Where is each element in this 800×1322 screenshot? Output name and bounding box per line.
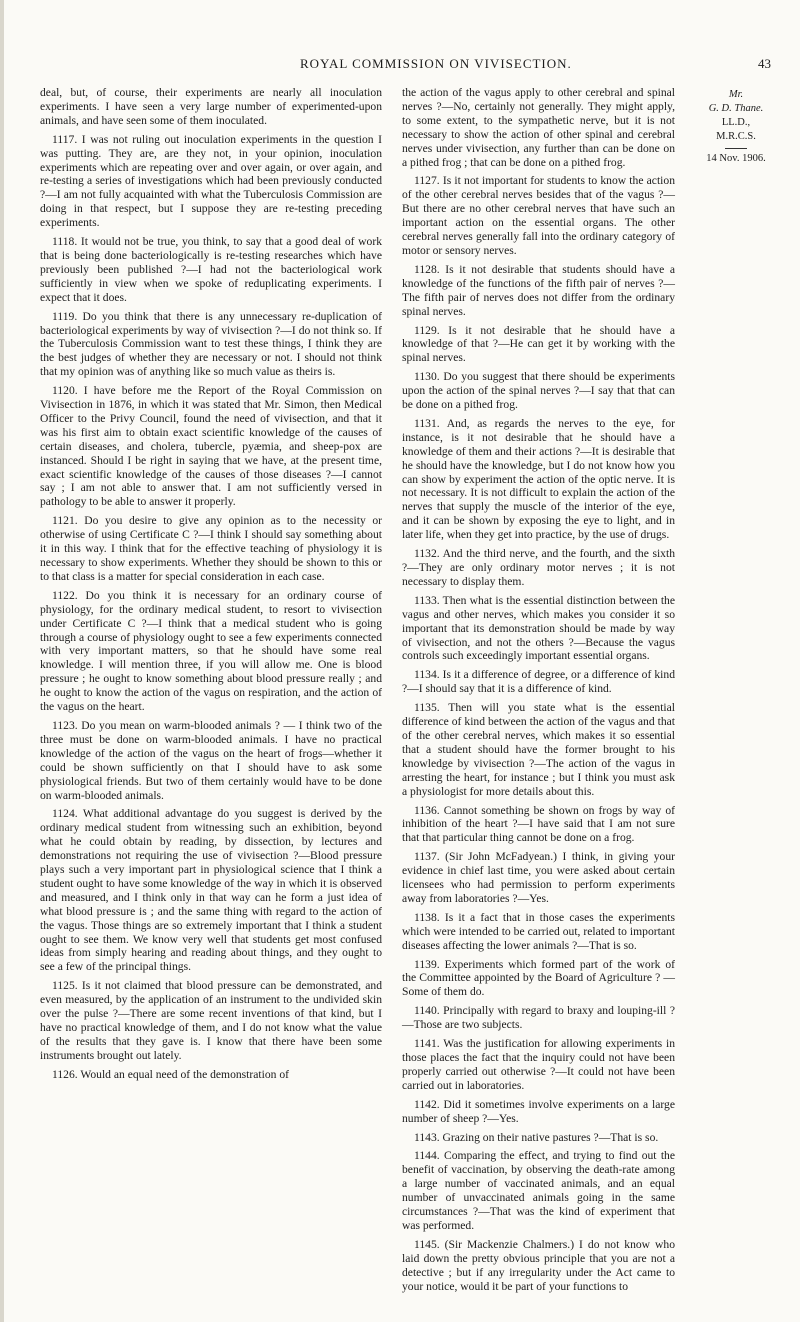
paragraph: the action of the vagus apply to other cerebral and spinal nerves ?—No, certainly not generally. They might apply, to some extent, to the sympathetic nerve, but it is not necessary to show the action of other spinal and cerebral nerves under vivisection, any further than can be done on a pithed frog ; that can be done on a pithed frog. — [402, 86, 675, 169]
paragraph: 1137. (Sir John McFadyean.) I think, in giving your evidence in chief last time, you were asked about certain licensees who had permission to perform experiments away from laboratories ?—Yes. — [402, 850, 675, 905]
paragraph: 1134. Is it a difference of degree, or a difference of kind ?—I should say that it is a difference of kind. — [402, 668, 675, 696]
paragraph: 1132. And the third nerve, and the fourth, and the sixth ?—They are only ordinary motor nerves ; it is not necessary to display them. — [402, 547, 675, 588]
left-column — [40, 86, 382, 1087]
paragraph: 1140. Principally with regard to braxy and louping-ill ?—Those are two subjects. — [402, 1004, 675, 1032]
paragraph: 1130. Do you suggest that there should be experiments upon the action of the spinal nerves ?—I say that that can be done on a pithed frog. — [402, 370, 675, 412]
paragraph: 1136. Cannot something be shown on frogs by way of inhibition of the heart ?—I have said that I am not sure that that particular thing cannot be done on a frog. — [402, 803, 675, 845]
paragraph: 1144. Comparing the effect, and trying to find out the benefit of vaccination, by observing the death-rate among a large number of vaccinated animals, and an equal number of unvaccinated animals going in the same circumstances ?—That was the kind of experiment that was performed. — [402, 1149, 675, 1232]
paragraph: 1131. And, as regards the nerves to the eye, for instance, is it not desirable that he should have a knowledge of them and their actions ?—It is desirable that he should have the knowledge, but I do not know how you can show by experiment the action of the optic nerve. It is not necessary. It is not difficult to explain the action of the nerves that supply the muscle of the interior of the eye, and it can be shown by exposing the eye to light, and in later life, when they get into practice, by the use of drugs. — [402, 416, 675, 542]
margin-note-witness — [680, 88, 792, 166]
paragraph: 1120. I have before me the Report of the Royal Commission on Vivisection in 1876, in which it was stated that Mr. Simon, then Medical Officer to the Privy Council, found the need of vivisection, and that it was his first aim to obtain exact scientific knowledge of the causes of certain diseases, and cholera, tubercle, pyæmia, and sheep-pox are instanced. Should I be right in saying that we have, at the present time, exact scientific knowledge of the causes of those diseases ?—I cannot say ; I am not able to answer that. I am not sufficiently versed in pathology to be able to answer it properly. — [40, 384, 382, 509]
paragraph: 1127. Is it not important for students to know the action of the other cerebral nerves besides that of the vagus ?—But there are no other cerebral nerves that have such an important action on the essential organs. The other cerebral nerves generally fall into the ordinary category of motor or sensory nerves. — [402, 174, 675, 257]
margin-note-name: G. D. Thane. — [708, 103, 764, 114]
paragraph: 1122. Do you think it is necessary for an ordinary course of physiology, for the ordinary medical student, to resort to vivisection under Certificate C ?—I think that a medical student who is going through a course of physiology ought to see a few experiments connected with very important matters, so that he should have some real knowledge. I will mention three, if you will allow me. One is blood pressure ; he ought to know something about blood pressure really ; and he ought to know the action of the vagus on respiration, and the action of the vagus on the heart. — [40, 588, 382, 714]
paragraph: 1124. What additional advantage do you suggest is derived by the ordinary medical student from witnessing such an exhibition, beyond what he could obtain by reading, by dissection, by lectures and demonstrations not requiring the use of vivisection ?—Blood pressure plays such a very important part in physiological science that I think a student ought to have some knowledge of the way in which it is observed and measured, and I think only in that way can he form a just idea of what blood pressure is ; and the same thing with regard to the action of the vagus. Those things are so extremely important that I think a student ought to see them. We know very well that students get most confused ideas from simply hearing and reading about things, and they ought to see a few of the principal things. — [40, 807, 382, 974]
paragraph: 1145. (Sir Mackenzie Chalmers.) I do not know who laid down the pretty obvious principle that you are not a detective ; but if any irregularity under the Act came to your notice, would it be part of your functions to — [402, 1237, 675, 1293]
paragraph: 1119. Do you think that there is any unnecessary re-duplication of bacteriological experiments by way of vivisection ?—I do not think so. If the Tuberculosis Commission want to test these things, I think they are the best judges of whether they are necessary or not. I should not think that my opinion was of anything like so much value as theirs is. — [40, 309, 382, 379]
running-head: ROYAL COMMISSION ON VIVISECTION. — [300, 56, 572, 71]
right-column — [402, 86, 675, 1299]
paragraph: 1123. Do you mean on warm-blooded animals ? — I think two of the three must be done on warm-blooded animals. I have no practical knowledge of the action of the vagus on the heart of frogs—whether it could be shown sufficiently on that I should have to ask some physiological friends. But two of them certainly would have to be done on warm-blooded animals. — [40, 718, 382, 802]
margin-note-title: Mr. — [728, 89, 744, 100]
page-number: 43 — [758, 56, 771, 71]
paragraph: 1133. Then what is the essential distinction between the vagus and other nerves, which makes you consider it so important that its demonstration should be made by way of vivisection, and not the others ?—Because the vagus controls such exceedingly important essential organs. — [402, 593, 675, 663]
paragraph: 1118. It would not be true, you think, to say that a good deal of work that is being done bacteriologically is re-testing researches which have previously been published ?—I had not the bacteriological work sufficiently in view when we spoke of reduplicating experiments. I expect that it does. — [40, 235, 382, 304]
paragraph: 1128. Is it not desirable that students should have a knowledge of the functions of the fifth pair of nerves ?—The fifth pair of nerves does not differ from the ordinary spinal nerves. — [402, 262, 675, 318]
paragraph: 1129. Is it not desirable that he should have a knowledge of that ?—He can get it by working with the spinal nerves. — [402, 323, 675, 365]
paragraph: 1117. I was not ruling out inoculation experiments in the question I was putting. They are, are they not, in your opinion, inoculation experiments which are repeating over and over again, or over again, and re-testing a series of investigations which had been previously conducted ?—I am not fully acquainted with what the Tuberculosis Commission are doing in that respect, but I suppose they are re-testing preceding experiments. — [40, 132, 382, 230]
margin-note-degree: LL.D., — [721, 117, 751, 128]
paragraph: 1141. Was the justification for allowing experiments in those places the fact that the inquiry could not have been properly carried out otherwise ?—It could not have been carried out in laboratories. — [402, 1037, 675, 1092]
paragraph: 1135. Then will you state what is the essential difference of kind between the action of the vagus and that of the other cerebral nerves, which makes it so essential that a student should have the former brought to his knowledge by vivisection ?—The action of the vagus in arresting the heart, for instance ; but I think you must ask a physiologist for more details about this. — [402, 701, 675, 798]
paragraph: 1142. Did it sometimes involve experiments on a large number of sheep ?—Yes. — [402, 1097, 675, 1125]
paragraph: 1126. Would an equal need of the demonstration of — [52, 1067, 290, 1081]
page-edge-shadow — [0, 0, 4, 1322]
paragraph: 1138. Is it a fact that in those cases the experiments which were intended to be carried out, related to important diseases affecting the lower animals ?—That is so. — [402, 910, 675, 952]
margin-note-rule — [725, 148, 747, 149]
paragraph: 1125. Is it not claimed that blood pressure can be demonstrated, and even measured, by the application of an instrument to the undivided skin over the pulse ?—There are some recent inventions of that kind, but I have no practical knowledge of them, and I do not know what the value of the results that they gave is. I know that there have been some instruments brought out lately. — [40, 979, 382, 1062]
paragraph: deal, but, of course, their experiments are nearly all inoculation experiments. I have seen a very large number of experimented-upon animals, and have seen some of them inoculated. — [40, 86, 382, 127]
paragraph: 1121. Do you desire to give any opinion as to the necessity or otherwise of using Certificate C ?—I think I should say something about it in this way. I think that for the effective teaching of physiology it is necessary to show experiments. Whether they should be shown to this or to that class is a matter for special consideration in each case. — [40, 514, 382, 583]
paragraph: 1143. Grazing on their native pastures ?—That is so. — [414, 1130, 659, 1144]
margin-note-date: 14 Nov. 1906. — [706, 153, 766, 164]
paragraph: 1139. Experiments which formed part of the work of the Committee appointed by the Board of Agriculture ? —Some of them do. — [402, 957, 675, 999]
margin-note-degree: M.R.C.S. — [716, 131, 756, 142]
